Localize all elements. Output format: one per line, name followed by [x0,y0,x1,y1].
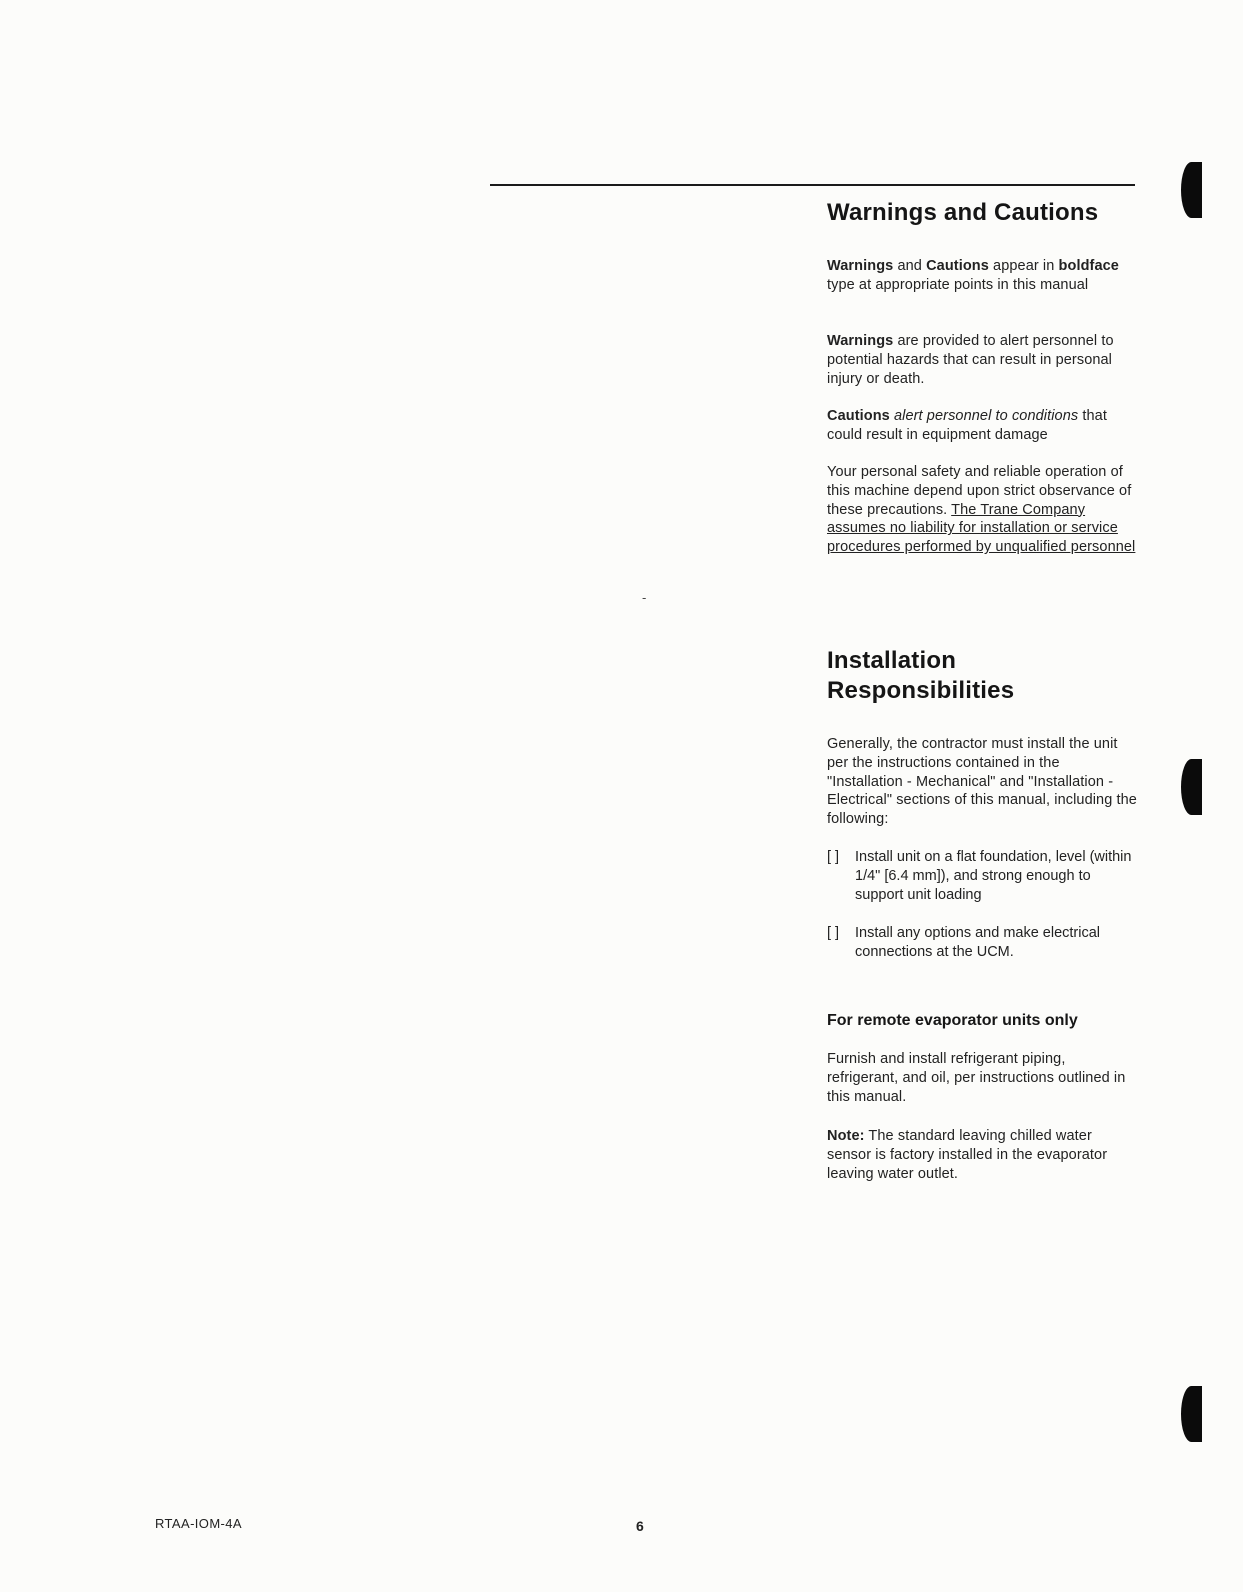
paragraph-cautions-definition [827,407,1139,445]
binding-mark-bottom-icon [1181,1386,1202,1442]
bold-boldface: boldface [1058,258,1119,274]
checklist-item-text: Install any options and make electrical connections at the UCM. [855,925,1101,960]
paragraph-note-sensor [827,1127,1139,1183]
text-run: The standard leaving chilled water sensor is factory installed in the evaporator leaving water outlet. [827,1128,1108,1182]
paragraph-warnings-definition [827,332,1139,388]
italic-run: alert personnel to conditions [889,408,1079,424]
top-rule [490,184,1135,186]
text-run: are provided to alert personnel to potential hazards that can result in personal injury or death. [827,333,1114,387]
stray-scan-mark: - [642,590,647,605]
paragraph-installation-intro: Generally, the contractor must install the unit per the instructions contained in the "Installation - Mechanical" and "Installation - Electrical" sections of this manual, including the following: [827,736,1137,828]
paragraph-furnish-refrigerant: Furnish and install refrigerant piping, refrigerant, and oil, per instructions outlined in this manual. [827,1051,1126,1105]
footer-document-id: RTAA-IOM-4A [155,1516,242,1531]
section-title-installation-responsibilities [827,646,1157,706]
checkbox-marker: [ ] [827,925,840,941]
bold-note-label: Note: [827,1128,865,1144]
subsection-title-remote-evaporator: For remote evaporator units only [827,1012,1078,1029]
bold-cautions: Cautions [827,408,890,424]
checklist-item-options-ucm [827,924,1143,962]
underlined-liability-statement: The Trane Company assumes no liability for installation or service procedures performed by unqualified personnel [827,501,1136,556]
text-run: appear in [988,258,1059,274]
text-run: type at appropriate points in this manual [827,276,1089,293]
bold-cautions: Cautions [926,258,989,274]
text-run: and [893,258,927,274]
checkbox-marker: [ ] [827,849,840,865]
section-title-warnings-and-cautions: Warnings and Cautions [827,199,1099,226]
binding-mark-middle-icon [1181,759,1202,815]
bold-warnings: Warnings [827,258,894,274]
binding-mark-top-icon [1181,162,1202,218]
paragraph-personal-safety [827,463,1139,557]
title-line-2: Responsibilities [827,677,1015,704]
bold-warnings: Warnings [827,333,894,349]
checklist-item-foundation [827,848,1143,904]
title-line-1: Installation [827,647,957,674]
text-run: Your personal safety and reliable operation of this machine depend upon strict observance of these precautions. [827,464,1132,518]
footer-page-number: 6 [636,1518,644,1534]
paragraph-warnings-appear [827,257,1139,295]
checklist-item-text: Install unit on a flat foundation, level (within 1/4" [6.4 mm]), and strong enough to support unit loading [855,849,1132,903]
text-run: that could result in equipment damage [827,408,1107,443]
